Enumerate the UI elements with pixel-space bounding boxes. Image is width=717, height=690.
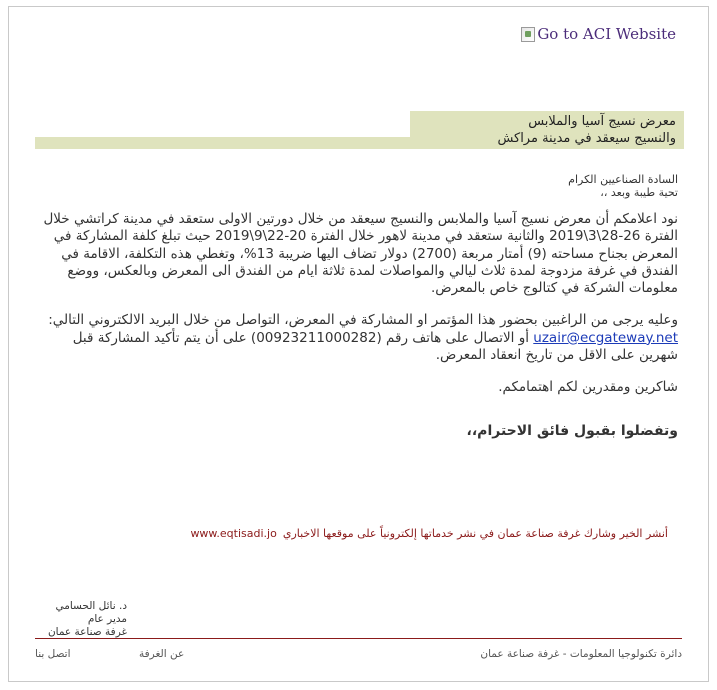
news-site-link[interactable]: www.eqtisadi.jo <box>190 527 277 540</box>
share-text: أنشر الخير وشارك غرفة صناعة عمان في نشر خدماتها إلكترونياً على موقعها الاخباري <box>282 527 668 540</box>
share-line <box>190 527 668 540</box>
footer-contact-link[interactable]: اتصل بنا <box>35 648 71 660</box>
salutation-line-1: السادة الصناعيين الكرام <box>568 173 678 186</box>
email-link[interactable]: uzair@ecgateway.net <box>533 329 678 346</box>
contact-text-after: أو الاتصال على هاتف رقم (00923211000282) على أن يتم تأكيد المشاركة قبل شهرين على الاقل من تاريخ انعقاد المعرض. <box>72 329 678 364</box>
banner-title <box>410 111 684 149</box>
paragraph-closing: وتفضلوا بقبول فائق الاحترام،، <box>466 422 678 439</box>
paragraph-contact <box>35 312 678 364</box>
signature-name: د. نائل الحسامي <box>55 600 127 612</box>
footer-department: دائرة تكنولوجيا المعلومات - غرفة صناعة عمان <box>480 648 682 660</box>
logo-alt-text: Go to ACI Website <box>537 25 676 43</box>
signature-org: غرفة صناعة عمان <box>47 626 127 638</box>
letter-body <box>35 173 678 440</box>
banner <box>35 111 684 149</box>
salutation-line-2: تحية طيبة وبعد ،، <box>600 186 678 199</box>
footer-about-link[interactable]: عن الغرفة <box>139 648 185 660</box>
broken-image-icon <box>521 27 535 42</box>
footer-divider <box>35 638 682 639</box>
signature <box>35 600 127 639</box>
paragraph-announcement: نود اعلامكم أن معرض نسيج آسيا والملابس والنسيج سيعقد من خلال دورتين الاولى ستعقد في مدينة كراتشي خلال الفترة 26-28\3\2019 والثانية ستعقد في مدينة لاهور خلال الفترة 20-22\9\2019 حيث تبلغ كلفة المشاركة في المعرض بجناح مساحته (9) أمتار مربعة (2700) دولار تضاف اليها ضريبة 13%، وتغطي هذه التكلفة، الاقامة في الفندق في غرفة مزدوجة لمدة ثلاث ليالي والمواصلات لمدة ثلاثة ايام من الفندق الى المعرض وبالعكس، ووضع معلومات الشركة في كتالوج خاص بالمعرض. <box>43 211 678 297</box>
aci-website-link[interactable] <box>521 25 676 43</box>
contact-text-before: وعليه يرجى من الراغبين بحضور هذا المؤتمر او المشاركة في المعرض، التواصل من خلال البريد الالكتروني التالي: <box>48 312 678 329</box>
banner-line-2: والنسيج سيعقد في مدينة مراكش <box>497 131 676 146</box>
paragraph-thanks: شاكرين ومقدرين لكم اهتمامكم. <box>498 379 678 396</box>
email-frame <box>8 6 709 682</box>
banner-line-1: معرض نسيج آسيا والملابس <box>528 114 676 129</box>
signature-title: مدير عام <box>87 613 127 625</box>
